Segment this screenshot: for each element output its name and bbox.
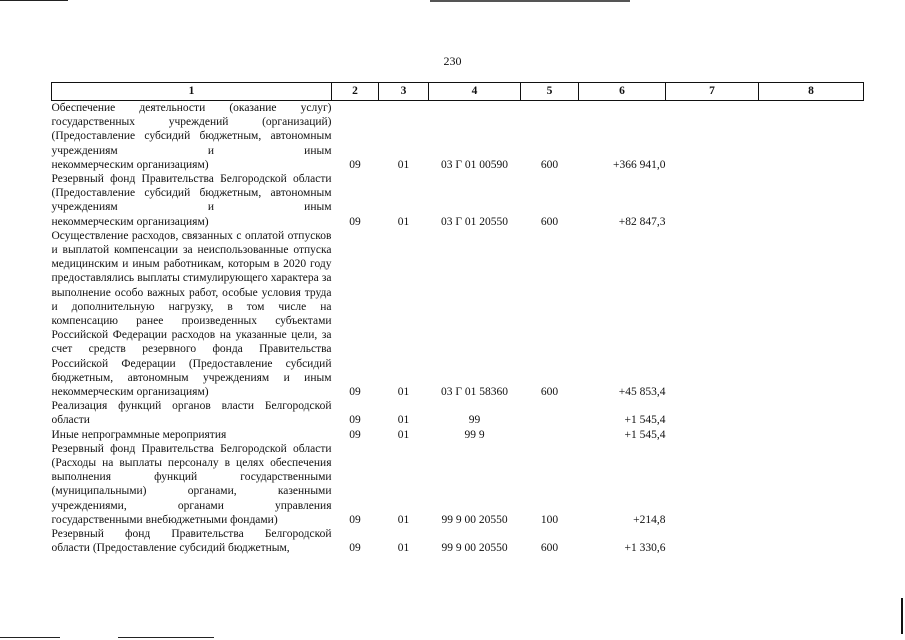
table-row <box>52 172 864 229</box>
cell-expense-type: 600 <box>540 158 559 171</box>
cell-amount: +45 853,4 <box>618 386 666 399</box>
cell-empty-8 <box>759 399 864 427</box>
cell-section: 09 <box>349 386 361 399</box>
cell-amount: +1 545,4 <box>624 414 666 427</box>
cell-section: 09 <box>349 428 361 441</box>
row-description <box>52 229 332 399</box>
scan-artifact-top-center <box>430 0 630 2</box>
description-text: Резервный фонд Правительства Белгородской области (Предоставление субсидий бюджетным, автономным учреждениям и иным <box>51 173 332 214</box>
cell-section: 09 <box>349 542 361 555</box>
cell-empty-7 <box>666 101 759 173</box>
description-last-line: некоммерческим организациям) <box>51 215 209 228</box>
cell-expense-type <box>521 399 579 427</box>
cell-target-article: 03 Г 01 00590 <box>440 158 509 171</box>
cell-target-article: 99 9 00 20550 <box>441 542 508 555</box>
scan-artifact-corner <box>898 598 903 634</box>
cell-empty-8 <box>759 442 864 527</box>
description-last-line: Иные непрограммные мероприятия <box>51 428 227 441</box>
cell-empty-8 <box>759 101 864 173</box>
row-description <box>52 172 332 229</box>
cell-target-article: 99 <box>468 414 481 427</box>
scan-artifact-top <box>0 0 68 1</box>
description-last-line: некоммерческим организациям) <box>51 386 209 399</box>
cell-section: 09 <box>349 215 361 228</box>
table-row <box>52 399 864 427</box>
cell-empty-8 <box>759 527 864 555</box>
cell-section: 09 <box>349 513 361 526</box>
column-header-1: 1 <box>52 83 332 101</box>
cell-section: 09 <box>349 414 361 427</box>
row-description <box>52 428 332 442</box>
cell-section: 09 <box>349 158 361 171</box>
table-row <box>52 442 864 527</box>
scan-artifact-bottom-mid <box>118 637 214 638</box>
cell-empty-7 <box>666 428 759 442</box>
cell-target-article: 99 9 00 20550 <box>441 513 508 526</box>
cell-expense-type: 600 <box>540 542 559 555</box>
cell-subsection: 01 <box>397 513 410 526</box>
scan-artifact-bottom-left <box>0 637 60 638</box>
column-header-4: 4 <box>429 83 521 101</box>
cell-subsection: 01 <box>397 158 410 171</box>
cell-amount: +1 330,6 <box>624 542 666 555</box>
cell-subsection: 01 <box>397 414 410 427</box>
table-row <box>52 101 864 173</box>
description-text: Реализация функций органов власти Белгородской <box>51 400 332 413</box>
description-text: Резервный фонд Правительства Белгородской <box>51 528 332 541</box>
cell-target-article: 03 Г 01 20550 <box>440 215 509 228</box>
cell-empty-8 <box>759 229 864 399</box>
cell-amount: +1 545,4 <box>624 428 666 441</box>
description-text: Обеспечение деятельности (оказание услуг) государственных учреждений (организаций) (Предоставление субсидий бюджетным, автономным учреждениям и иным <box>51 102 332 157</box>
cell-empty-8 <box>759 172 864 229</box>
description-text: Резервный фонд Правительства Белгородской области (Расходы на выплаты персоналу в целях обеспечения выполнения функций государственными (муниципальными) органами, казенными учреждениями, органами управления <box>51 442 332 512</box>
cell-expense-type: 600 <box>540 386 559 399</box>
cell-expense-type <box>521 428 579 442</box>
cell-amount: +366 941,0 <box>613 158 666 171</box>
cell-expense-type: 100 <box>540 513 559 526</box>
row-description <box>52 399 332 427</box>
table-row <box>52 527 864 555</box>
cell-expense-type: 600 <box>540 215 559 228</box>
description-last-line: государственными внебюджетными фондами) <box>51 513 278 526</box>
column-header-7: 7 <box>666 83 759 101</box>
cell-subsection: 01 <box>397 386 410 399</box>
description-last-line: области (Предоставление субсидий бюджетным, <box>51 542 290 555</box>
cell-amount: +214,8 <box>633 513 666 526</box>
column-header-5: 5 <box>521 83 579 101</box>
cell-target-article: 99 9 <box>464 428 485 441</box>
table-header-row <box>52 83 864 101</box>
row-description <box>52 527 332 555</box>
table-row <box>52 428 864 442</box>
row-description <box>52 101 332 173</box>
cell-subsection: 01 <box>397 542 410 555</box>
cell-empty-7 <box>666 172 759 229</box>
page-number: 230 <box>443 54 462 68</box>
budget-table <box>51 82 864 556</box>
cell-empty-7 <box>666 442 759 527</box>
row-description <box>52 442 332 527</box>
cell-subsection: 01 <box>397 428 410 441</box>
column-header-6: 6 <box>579 83 666 101</box>
cell-empty-7 <box>666 527 759 555</box>
table-row <box>52 229 864 399</box>
cell-empty-7 <box>666 399 759 427</box>
cell-subsection: 01 <box>397 215 410 228</box>
cell-empty-8 <box>759 428 864 442</box>
column-header-2: 2 <box>332 83 379 101</box>
cell-target-article: 03 Г 01 58360 <box>440 386 509 399</box>
description-last-line: некоммерческим организациям) <box>51 158 209 171</box>
column-header-8: 8 <box>759 83 864 101</box>
cell-amount: +82 847,3 <box>618 215 666 228</box>
column-header-3: 3 <box>379 83 429 101</box>
description-text: Осуществление расходов, связанных с оплатой отпусков и выплатой компенсации за неиспользованные отпуска медицинским и иным работникам, которым в 2020 году предоставлялись выплаты стимулирующего характера за выполнение особо важных работ, особые условия труда и дополнительную нагрузку, в том числе на компенсацию ранее произведенных субъектами Российской Федерации расходов на указанные цели, за счет средств резервного фонда Правительства Российской Федерации (Предоставление субсидий бюджетным, автономным учреждениям и иным <box>51 229 332 384</box>
description-last-line: области <box>51 414 90 427</box>
cell-empty-7 <box>666 229 759 399</box>
